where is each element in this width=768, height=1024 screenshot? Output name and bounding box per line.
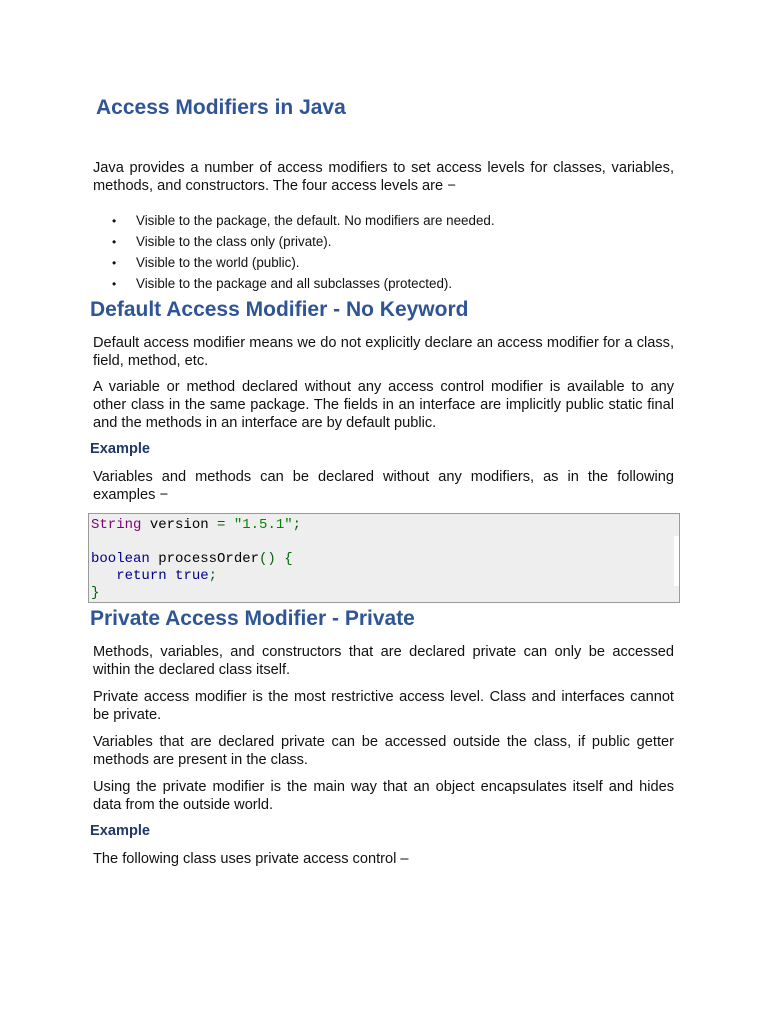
private-section-heading: Private Access Modifier - Private <box>90 607 415 630</box>
page-title: Access Modifiers in Java <box>96 96 346 119</box>
list-item: • Visible to the world (public). <box>112 253 495 274</box>
default-paragraph-2: A variable or method declared without any access control modifier is available to any other class in the same package. The fields in an interface are implicitly public static final and the methods in an interface are by default public. <box>93 379 674 431</box>
code-block <box>88 513 680 603</box>
code-line: } <box>91 585 100 601</box>
code-line: String version = "1.5.1"; <box>91 517 302 533</box>
default-paragraph-3: Variables and methods can be declared without any modifiers, as in the following examples − <box>93 469 674 503</box>
default-section-heading: Default Access Modifier - No Keyword <box>90 298 469 321</box>
code-line <box>91 534 679 551</box>
bullet-icon: • <box>112 235 117 249</box>
private-example-label: Example <box>90 823 151 839</box>
list-item: • Visible to the class only (private). <box>112 232 495 253</box>
code-scrollbar[interactable] <box>674 536 679 586</box>
code-line: boolean processOrder() { <box>91 551 293 567</box>
default-example-label: Example <box>90 441 151 457</box>
private-paragraph-1: Methods, variables, and constructors that are declared private can only be accessed within the declared class itself. <box>93 644 674 678</box>
default-paragraph-1: Default access modifier means we do not explicitly declare an access modifier for a class, field, method, etc. <box>93 335 674 369</box>
list-item: • Visible to the package and all subclasses (protected). <box>112 274 495 295</box>
access-levels-list <box>112 211 495 295</box>
list-item: • Visible to the package, the default. No modifiers are needed. <box>112 211 495 232</box>
bullet-icon: • <box>112 277 117 291</box>
bullet-icon: • <box>112 256 117 270</box>
private-paragraph-2: Private access modifier is the most restrictive access level. Class and interfaces cannot be private. <box>93 689 674 723</box>
code-line: return true; <box>116 568 218 584</box>
intro-paragraph: Java provides a number of access modifiers to set access levels for classes, variables, methods, and constructors. The four access levels are − <box>93 160 674 194</box>
private-paragraph-4: Using the private modifier is the main way that an object encapsulates itself and hides data from the outside world. <box>93 779 674 813</box>
private-paragraph-5: The following class uses private access control – <box>93 851 409 867</box>
bullet-icon: • <box>112 214 117 228</box>
private-paragraph-3: Variables that are declared private can be accessed outside the class, if public getter methods are present in the class. <box>93 734 674 768</box>
